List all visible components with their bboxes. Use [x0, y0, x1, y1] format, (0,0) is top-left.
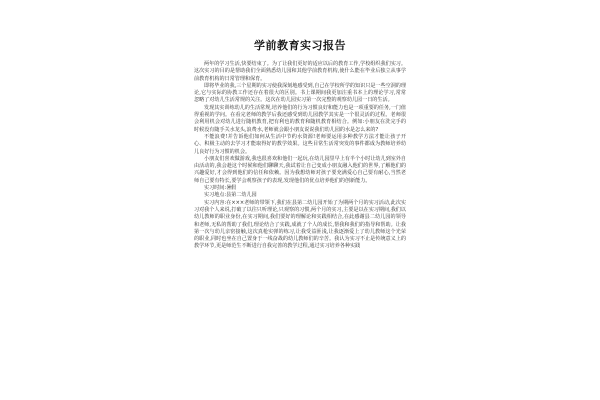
paragraph-4: 不能浪费!并告诉他们如何从生活中节约水资源!老师要运用多种教学方法才能让孩子开心、积极主动的去学习才能取得好的教学效果。这些目常生活常突发的事件都成为教师培养幼儿良好行为习惯的机会。 — [194, 133, 406, 155]
paragraph-2: 即将毕业的我,三个星期的实习使我深刻地感受到,自己在学校所学的知识只是一些空洞的理论,它与实际的协教工作还存在着很大的区别。书上课期间我更加注重书本上的理论学习,常常忽略了对幼儿生活常规的关注。这次在幼儿园实习第一次完整的观察幼儿园一日的生活。 — [194, 82, 406, 104]
document-title: 学前教育实习报告 — [254, 39, 346, 52]
internship-location: 实习地点:县第二幼儿园 — [204, 192, 257, 199]
paragraph-6: 实习内容:在×××老师的带领下,我们在县第二幼儿园开始了为期两个月的实习活动,此次实习对我个人来说,打破了以往只听理论,只观察的习惯,两个月的实习,主要是以在实习期间,我们以幼儿教师的职业身份,在实习期间,我们要好的理解论和实践相结合,在此感谢县二幼儿园的领导和老师,无私的帮助了我们,理论结合了实践,成就了个人的成长,帮我和我们的指导和帮助。让我第一次与幼儿亲密接触,这次真枪实弹的练习,让我受益匪浅,让我逐渐爱上了幼儿教师这个光荣的职业,同时也坐在自己置身于一线奋战的幼儿教师们的辛苦。我认为实习不止是传统意义上的教学环节,更是师范生不断进行自我完善的教学过程,通过实习培养各种实践 — [194, 199, 406, 250]
paragraph-1: 两年的学习生活,快要结束了。为了让我们更好的适应以后的教育工作,学校组织我们实习。这次实习的目的是帮助我们全面熟悉幼儿园和其他学前教育机构,使什么能在毕业后独立从事学前教育机构的日常管理和保育。 — [194, 61, 406, 82]
paragraph-3: 发现其实训练幼儿的生活常规,培养他们的行为习惯良好和能力也是一项重要的任务,一门值得重视的学问。在看完老师的教学后我还感受到幼儿园教学其实是一个很灵活的过程。老师很会利用机会对幼儿进行随机教育,把有利也的教育和随机教育相结合。例如:小朋友在洗完手的时候没有随手关水龙头,浪费水,老师就会跟小朋友说说我们幼儿园的水是怎么来的? — [194, 104, 406, 133]
paragraph-5: 小朋友们喜欢做游戏,我也很喜欢和他们一起玩,在幼儿园里早上有半个小时让幼儿到室外自由活动的,我会趁这个时候和他们聊聊天,我试着让自己变成小朋友融入他们的世界,了解他们的兴趣爱好,才会得到他们的信任和依赖。因为我想幼师对孩子要充满爱心自己要有耐心,当然老师自己要有特长,要学会观察孩子的表现,发现他们的优点培养他们的创新能力。 — [194, 155, 406, 184]
document-body — [192, 61, 408, 251]
document-page — [192, 28, 408, 400]
internship-time: 实习时间:暑假 — [204, 185, 237, 192]
